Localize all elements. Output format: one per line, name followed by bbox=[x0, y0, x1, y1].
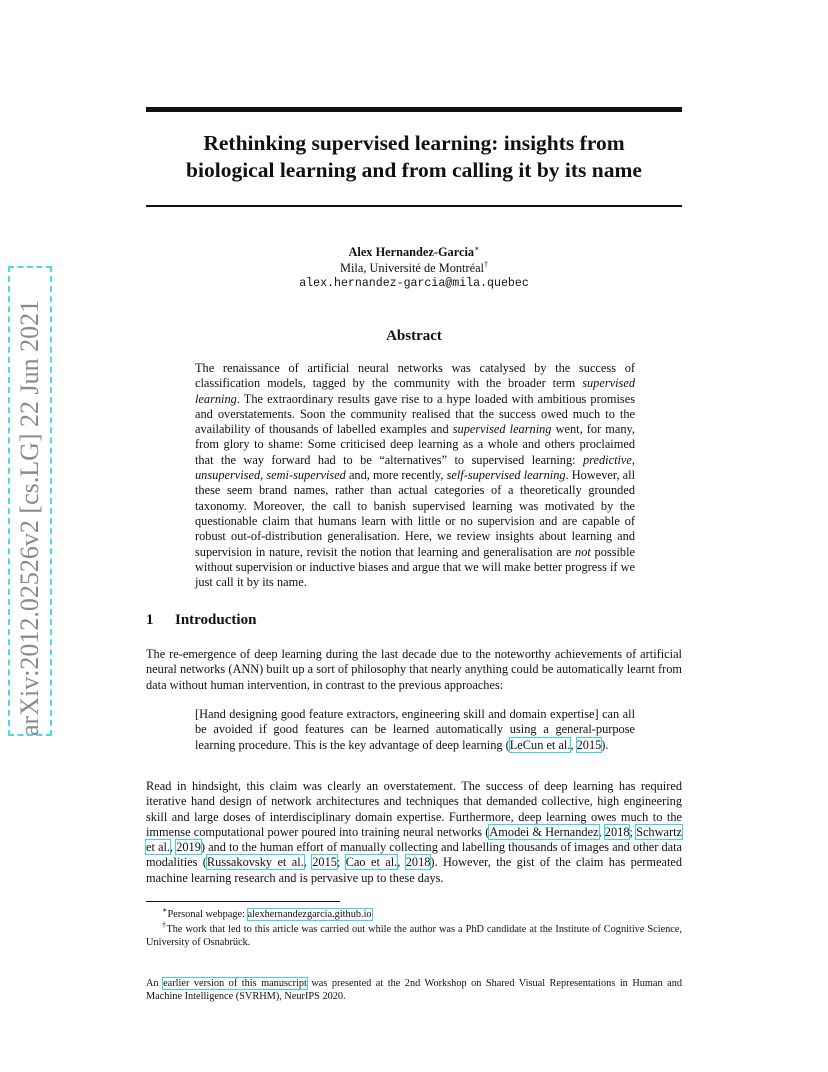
abstract-emphasis: not bbox=[575, 544, 591, 559]
paper-title bbox=[146, 130, 682, 184]
abstract-part: possible without supervision or inductive biases and argue that we will make better progress if we just call it by its name. bbox=[195, 544, 636, 590]
citation-link[interactable]: Schwartz et al. bbox=[146, 824, 683, 855]
footnote-rule bbox=[146, 901, 340, 902]
abstract-emphasis: semi-supervised bbox=[266, 468, 346, 483]
citation-link[interactable]: 2015 bbox=[312, 855, 337, 870]
abstract-emphasis: supervised learning bbox=[452, 422, 552, 437]
paragraph-part: Read in hindsight, this claim was clearly an overstatement. The success of deep learning has required iterative hand design of network architectures and techniques that demanded collective, high engineering skill and large doses of interdisciplinary domain expertise. Furthermore, deep learning owes much to the immense computational power poured into training neural networks ( bbox=[146, 779, 682, 839]
citation-link[interactable]: Amodei & Hernandez bbox=[489, 824, 599, 839]
author-footnote-mark: ∗ bbox=[474, 243, 480, 253]
venue-suffix: was presented at the 2nd Workshop on Shared Visual Representations in Human and Machine Intelligence (SVRHM), NeurIPS 2020. bbox=[146, 978, 682, 1003]
citation-authors: LeCun et al. bbox=[509, 737, 571, 752]
citation-year: 2015 bbox=[576, 737, 602, 752]
abstract-part: and, more recently, bbox=[345, 468, 447, 483]
author-affiliation: Mila, Université de Montréal bbox=[340, 261, 484, 275]
abstract-emphasis: supervised learning bbox=[195, 376, 635, 406]
earlier-version-link[interactable]: earlier version of this manuscript bbox=[163, 978, 307, 989]
author-email: alex.hernandez-garcia@mila.quebec bbox=[299, 277, 529, 290]
footnote-2 bbox=[146, 920, 683, 950]
paragraph-part: ). However, the gist of the claim has permeated machine learning research and is pervasive up to these days. bbox=[146, 855, 683, 885]
paragraph-part: ) and to the human effort of manually collecting and labelling thousands of images and other data modalities ( bbox=[146, 840, 682, 870]
lecun-quote: [Hand designing good feature extractors, engineering skill and domain expertise] can all be avoided if good features can be learned automatically using a general-purpose learning procedure. This is the key advantage of deep learning (LeCun et al., 2015). bbox=[195, 707, 635, 752]
arxiv-stamp-text: arXiv:2012.02526v2 [cs.LG] 22 Jun 2021 bbox=[15, 299, 44, 736]
webpage-link[interactable]: alexhernandezgarcia.github.io bbox=[247, 909, 372, 920]
author-name: Alex Hernandez-Garcia bbox=[348, 245, 475, 259]
footnote-text: Personal webpage: bbox=[167, 909, 248, 920]
venue-note bbox=[146, 977, 682, 1004]
citation-link[interactable]: 2019 bbox=[176, 840, 201, 855]
quote-end: ). bbox=[601, 737, 609, 752]
title-top-rule bbox=[146, 107, 682, 112]
citation-link[interactable]: Cao et al. bbox=[345, 855, 398, 870]
intro-paragraph-1: The re-emergence of deep learning during the last decade due to the noteworthy achievements of artificial neural networks (ANN) built up a sort of philosophy that nearly anything could be automatically learnt from data without human intervention, in contrast to the previous approaches: bbox=[146, 647, 682, 692]
title-line-1: Rethinking supervised learning: insights from bbox=[203, 131, 625, 155]
affiliation-footnote-mark: † bbox=[483, 259, 488, 269]
citation-link[interactable]: 2018 bbox=[604, 824, 630, 839]
abstract-part: went, for many, from glory to shame: Some criticised deep learning as a whole and others proclaimed that the way forward had to be “alternatives” to supervised learning: bbox=[195, 422, 635, 467]
section-number: 1 bbox=[146, 612, 154, 628]
footnote-1 bbox=[146, 905, 682, 921]
footnote-mark: ∗ bbox=[162, 905, 168, 915]
abstract-emphasis: self-supervised learning bbox=[446, 468, 566, 483]
author-block bbox=[146, 244, 682, 292]
title-line-2: biological learning and from calling it by its name bbox=[186, 158, 642, 182]
author-affiliation-line bbox=[146, 260, 682, 276]
intro-paragraph-2: Read in hindsight, this claim was clearly an overstatement. The success of deep learning has required iterative hand design of network architectures and techniques that demanded collective, high engineering skill and large doses of interdisciplinary domain expertise. Furthermore, deep learning owes much to the immense computational power poured into training neural networks (Amodei & Hernandez, 2018; Schwartz et al., 2019) and to the human effort of manually collecting and labelling thousands of images and other data modalities (Russakovsky et al., 2015; Cao et al., 2018). However, the gist of the claim has permeated machine learning research and is pervasive up to these days. bbox=[146, 779, 683, 885]
section-title: Introduction bbox=[175, 612, 257, 628]
arxiv-stamp bbox=[8, 266, 52, 736]
abstract-part: . The extraordinary results gave rise to a hype loaded with ambitious promises and overstatements. Soon the community realised that the success owed much to the availability of thousands of labelled examples and bbox=[195, 391, 635, 437]
footnote-mark: † bbox=[162, 920, 167, 930]
arxiv-stamp-border bbox=[8, 266, 52, 736]
citation-link[interactable] bbox=[577, 738, 602, 752]
abstract-part: The renaissance of artificial neural networks was catalysed by the success of classification models, tagged by the community with the broader term bbox=[195, 361, 635, 391]
abstract-emphasis: predictive bbox=[583, 452, 632, 467]
abstract-heading: Abstract bbox=[386, 328, 442, 344]
venue-prefix: An bbox=[146, 978, 164, 989]
abstract-emphasis: unsupervised bbox=[195, 468, 261, 483]
quote-text: [Hand designing good feature extractors, engineering skill and domain expertise] can all be avoided if good features can be learned automatically using a general-purpose learning procedure. This is the key advantage of deep learning ( bbox=[195, 707, 635, 752]
abstract-text: The renaissance of artificial neural networks was catalysed by the success of classification models, tagged by the community with the broader term supervised learning. The extraordinary results gave rise to a hype loaded with ambitious promises and overstatements. Soon the community realised that the success owed much to the availability of thousands of labelled examples and supervised learning went, for many, from glory to shame: Some criticised deep learning as a whole and others proclaimed that the way forward had to be “alternatives” to supervised learning: predictive, unsupervised, semi-supervised and, more recently, self-supervised learning. However, all these seem brand names, rather than actual categories of a theoretically grounded taxonomy. Moreover, the call to banish supervised learning was motivated by the questionable claim that humans learn with little or no supervision and are capable of robust out-of-distribution generalisation. Here, we review insights about learning and supervision in nature, revisit the notion that learning and generalisation are not possible without supervision or inductive biases and argue that we will make better progress if we just call it by its name. bbox=[195, 361, 636, 590]
citation-link[interactable] bbox=[510, 738, 571, 752]
author-name-line bbox=[146, 244, 682, 260]
abstract-part: . However, all these seem brand names, rather than actual categories of a theoretically grounded taxonomy. Moreover, the call to banish supervised learning was motivated by the questionable claim that humans learn with little or no supervision and are capable of robust out-of-distribution generalisation. Here, we review insights about learning and supervision in nature, revisit the notion that learning and generalisation are bbox=[195, 468, 635, 559]
citation-link[interactable]: Russakovsky et al. bbox=[206, 855, 304, 870]
footnote-text: The work that led to this article was carried out while the author was a PhD candidate at the Institute of Cognitive Science, University of Osnabrück. bbox=[146, 924, 683, 949]
section-heading bbox=[146, 612, 256, 629]
citation-link[interactable]: 2018 bbox=[405, 855, 431, 870]
title-bottom-rule bbox=[146, 205, 682, 207]
